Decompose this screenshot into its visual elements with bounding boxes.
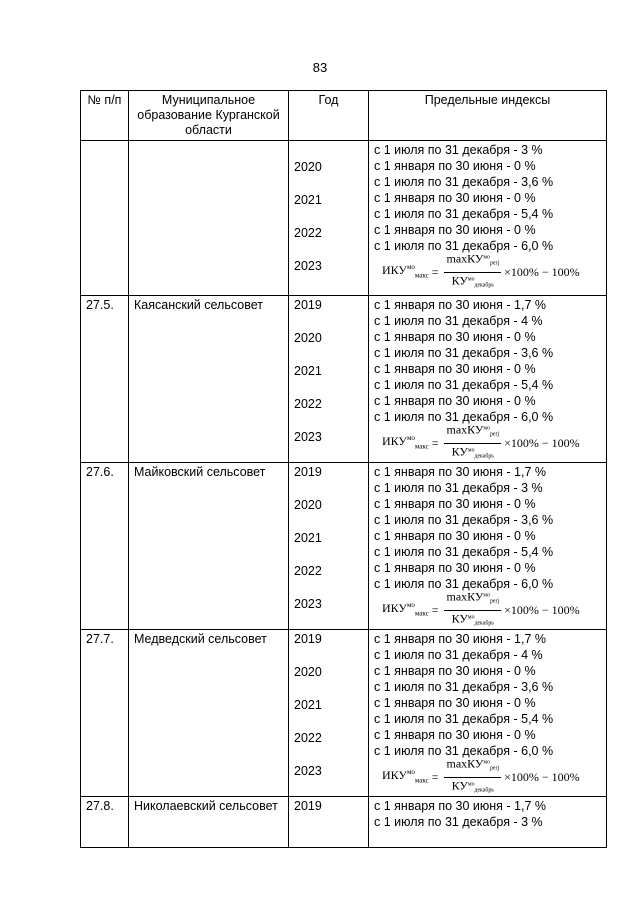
- page-number: 83: [312, 60, 328, 75]
- index-line: с 1 июля по 31 декабря - 6,0 %: [374, 239, 554, 253]
- index-line: с 1 января по 30 июня - 0 %: [374, 362, 536, 376]
- formula-numerator: maxКУ$^{мо}_{perj}$: [444, 589, 501, 611]
- formula-denominator: $КУ^{мо}_{декабрь}$: [451, 777, 494, 794]
- year-value: 2020: [294, 160, 322, 174]
- year-value: 2023: [294, 430, 322, 444]
- formula-tail: ×100% − 100%: [504, 602, 580, 617]
- index-line: с 1 января по 30 июня - 1,7 %: [374, 799, 546, 813]
- index-line: с 1 января по 30 июня - 0 %: [374, 696, 536, 710]
- year-value: 2020: [294, 331, 322, 345]
- index-line: с 1 января по 30 июня - 0 %: [374, 664, 536, 678]
- index-line: с 1 января по 30 июня - 0 %: [374, 223, 536, 237]
- index-line: с 1 января по 30 июня - 0 %: [374, 728, 536, 742]
- index-line: с 1 января по 30 июня - 0 %: [374, 159, 536, 173]
- index-line: с 1 июля по 31 декабря - 5,4 %: [374, 545, 554, 559]
- year-value: 2019: [294, 632, 322, 646]
- table-row: [81, 296, 607, 463]
- index-line: с 1 июля по 31 декабря - 5,4 %: [374, 712, 554, 726]
- row-years: [289, 797, 369, 848]
- row-indices: [369, 630, 607, 797]
- index-formula: $ИКУ^{мо}_{макс}$ = $\frac{\max КУ^{мо}_{perj}}{КУ^{мо}_{декабрь}}$ ×100% − 100%: [374, 593, 601, 627]
- index-line: с 1 января по 30 июня - 0 %: [374, 529, 536, 543]
- year-value: 2019: [294, 298, 322, 312]
- year-value: 2022: [294, 226, 322, 240]
- year-value: 2023: [294, 764, 322, 778]
- row-years: [289, 463, 369, 630]
- formula-denominator: $КУ^{мо}_{декабрь}$: [451, 443, 494, 460]
- formula-tail: ×100% − 100%: [504, 769, 580, 784]
- index-line: с 1 июля по 31 декабря - 6,0 %: [374, 744, 554, 758]
- year-value: 2021: [294, 193, 322, 207]
- formula-numerator: maxКУ$^{мо}_{perj}$: [444, 251, 501, 273]
- index-line: с 1 июля по 31 декабря - 3 %: [374, 481, 543, 495]
- table-header-row: [81, 91, 607, 141]
- year-value: 2022: [294, 564, 322, 578]
- row-indices: [369, 797, 607, 848]
- row-municipality: Майковский сельсовет: [129, 463, 289, 630]
- row-years: [289, 630, 369, 797]
- formula-lhs: $ИКУ^{мо}_{макс}$: [382, 601, 429, 618]
- index-line: с 1 июля по 31 декабря - 4 %: [374, 314, 543, 328]
- index-line: с 1 января по 30 июня - 0 %: [374, 394, 536, 408]
- year-value: 2020: [294, 498, 322, 512]
- index-line: с 1 июля по 31 декабря - 3 %: [374, 815, 543, 829]
- row-num: [81, 141, 129, 296]
- index-line: с 1 июля по 31 декабря - 6,0 %: [374, 410, 554, 424]
- row-indices: [369, 141, 607, 296]
- index-line: с 1 января по 30 июня - 0 %: [374, 191, 536, 205]
- row-years: [289, 141, 369, 296]
- header-indices: Предельные индексы: [369, 91, 607, 141]
- table-row: [81, 797, 607, 848]
- row-num: 27.6.: [81, 463, 129, 630]
- row-indices: [369, 463, 607, 630]
- row-municipality: Медведский сельсовет: [129, 630, 289, 797]
- formula-numerator: maxКУ$^{мо}_{perj}$: [444, 422, 501, 444]
- index-line: с 1 июля по 31 декабря - 3,6 %: [374, 346, 554, 360]
- formula-fraction: [444, 422, 501, 464]
- year-value: 2022: [294, 731, 322, 745]
- index-line: с 1 января по 30 июня - 1,7 %: [374, 632, 546, 646]
- table-row: [81, 463, 607, 630]
- index-line: с 1 января по 30 июня - 0 %: [374, 561, 536, 575]
- index-line: с 1 января по 30 июня - 0 %: [374, 497, 536, 511]
- formula-numerator: maxКУ$^{мо}_{perj}$: [444, 756, 501, 778]
- row-indices: [369, 296, 607, 463]
- row-num: 27.5.: [81, 296, 129, 463]
- year-value: 2019: [294, 465, 322, 479]
- year-value: 2021: [294, 698, 322, 712]
- index-line: с 1 января по 30 июня - 1,7 %: [374, 298, 546, 312]
- formula-tail: ×100% − 100%: [504, 264, 580, 279]
- index-line: с 1 июля по 31 декабря - 3,6 %: [374, 680, 554, 694]
- formula-lhs: $ИКУ^{мо}_{макс}$: [382, 434, 429, 451]
- index-line: с 1 июля по 31 декабря - 4 %: [374, 648, 543, 662]
- row-municipality: [129, 141, 289, 296]
- index-formula: $ИКУ^{мо}_{макс}$ = $\frac{\max КУ^{мо}_{perj}}{КУ^{мо}_{декабрь}}$ ×100% − 100%: [374, 426, 601, 460]
- formula-denominator: $КУ^{мо}_{декабрь}$: [451, 610, 494, 627]
- indices-table: [80, 90, 607, 848]
- year-value: 2019: [294, 799, 322, 813]
- index-line: с 1 июля по 31 декабря - 3,6 %: [374, 513, 554, 527]
- index-line: с 1 января по 30 июня - 1,7 %: [374, 465, 546, 479]
- index-line: с 1 января по 30 июня - 0 %: [374, 330, 536, 344]
- formula-fraction: [444, 756, 501, 798]
- table-row: [81, 141, 607, 296]
- index-line: с 1 июля по 31 декабря - 5,4 %: [374, 378, 554, 392]
- header-num: № п/п: [81, 91, 129, 141]
- header-year: Год: [289, 91, 369, 141]
- row-num: 27.7.: [81, 630, 129, 797]
- row-years: [289, 296, 369, 463]
- year-value: 2020: [294, 665, 322, 679]
- year-value: 2023: [294, 259, 322, 273]
- year-value: 2022: [294, 397, 322, 411]
- formula-fraction: [444, 251, 501, 293]
- table-row: [81, 630, 607, 797]
- index-line: с 1 июля по 31 декабря - 6,0 %: [374, 577, 554, 591]
- year-value: 2021: [294, 364, 322, 378]
- formula-tail: ×100% − 100%: [504, 435, 580, 450]
- index-line: с 1 июля по 31 декабря - 3,6 %: [374, 175, 554, 189]
- year-value: 2023: [294, 597, 322, 611]
- index-line: с 1 июля по 31 декабря - 5,4 %: [374, 207, 554, 221]
- row-num: 27.8.: [81, 797, 129, 848]
- formula-denominator: $КУ^{мо}_{декабрь}$: [451, 272, 494, 289]
- index-line: с 1 июля по 31 декабря - 3 %: [374, 143, 543, 157]
- index-formula: $ИКУ^{мо}_{макс}$ = $\frac{\max КУ^{мо}_{perj}}{КУ^{мо}_{декабрь}}$ ×100% − 100%: [374, 255, 601, 289]
- formula-lhs: $ИКУ^{мо}_{макс}$: [382, 768, 429, 785]
- table-body: [81, 141, 607, 848]
- formula-lhs: $ИКУ^{мо}_{макс}$: [382, 263, 429, 280]
- row-municipality: Каясанский сельсовет: [129, 296, 289, 463]
- year-value: 2021: [294, 531, 322, 545]
- row-municipality: Николаевский сельсовет: [129, 797, 289, 848]
- formula-fraction: [444, 589, 501, 631]
- index-formula: $ИКУ^{мо}_{макс}$ = $\frac{\max КУ^{мо}_{perj}}{КУ^{мо}_{декабрь}}$ ×100% − 100%: [374, 760, 601, 794]
- header-municipality: Муниципальное образование Курганской области: [129, 91, 289, 141]
